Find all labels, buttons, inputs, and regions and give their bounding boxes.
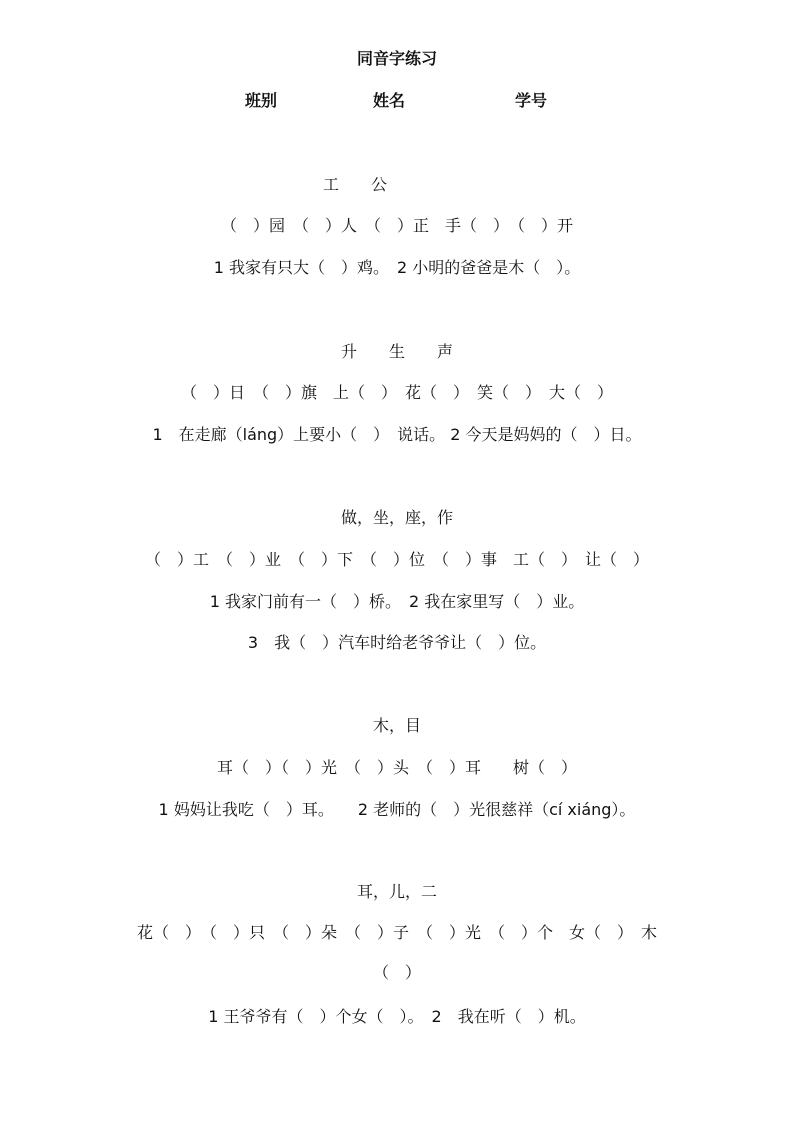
- word-blanks: （ ）工 （ ）业 （ ）下 （ ）位 （ ）事 工（ ） 让（ ）: [144, 550, 649, 569]
- word-blanks: （ ）日 （ ）旗 上（ ） 花（ ） 笑（ ） 大（ ）: [180, 383, 613, 402]
- word-blanks: 耳（ ）（ ）光 （ ）头 （ ）耳 树（ ）: [216, 758, 577, 777]
- word-blanks-wrap: （ ）: [372, 963, 421, 982]
- sentence-blanks: 1 王爷爷有（ ）个女（ ）。 2 我在听（ ）机。: [208, 1007, 586, 1026]
- sentence-blanks: 1 我家门前有一（ ）桥。 2 我在家里写（ ）业。: [209, 592, 585, 611]
- sentence-blanks: 1 我家有只大（ ）鸡。 2 小明的爸爸是木（ ）。: [213, 258, 581, 277]
- homophone-chars: 耳，儿，二: [356, 882, 437, 901]
- word-blanks: （ ）园 （ ）人 （ ）正 手（ ） （ ）开: [220, 216, 573, 235]
- sentence-blanks: 1 在走廊（láng）上要小（ ） 说话。 2 今天是妈妈的（ ）日。: [152, 425, 642, 444]
- homophone-chars: 工 公: [322, 175, 387, 194]
- student-number-label: 学号: [515, 91, 548, 110]
- name-label: 姓名: [373, 91, 406, 110]
- word-blanks: 花（ ） （ ）只 （ ）朵 （ ）子 （ ）光 （ ）个 女（ ） 木: [136, 923, 657, 942]
- homophone-chars: 做，坐，座，作: [340, 508, 453, 527]
- sentence-blanks: 3 我（ ）汽车时给老爷爷让（ ）位。: [247, 633, 547, 652]
- page-title: 同音字练习: [356, 49, 437, 68]
- class-label: 班别: [245, 91, 278, 110]
- homophone-chars: 木，目: [372, 716, 421, 735]
- homophone-chars: 升 生 声: [340, 342, 453, 361]
- sentence-blanks: 1 妈妈让我吃（ ）耳。 2 老师的（ ）光很慈祥（cí xiáng）。: [158, 800, 636, 819]
